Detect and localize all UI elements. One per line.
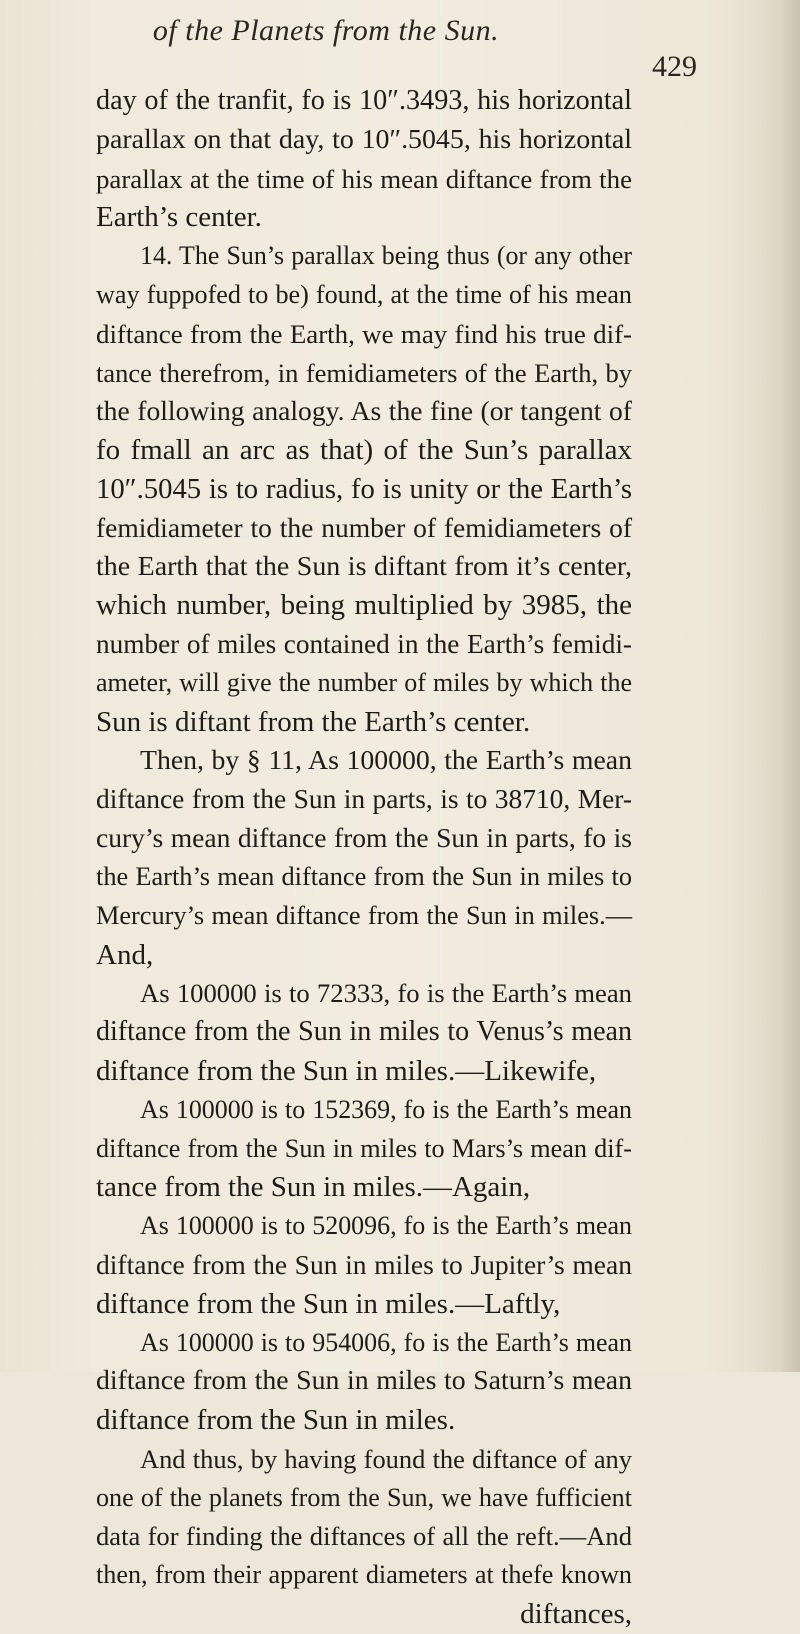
text-line: And thus, by having found the diftance of any <box>140 1443 632 1474</box>
text-line: Earth’s center. <box>96 201 262 234</box>
text-line: number of miles contained in the Earth’s femidi- <box>96 629 632 660</box>
text-line: 14. The Sun’s parallax being thus (or any other <box>140 241 632 271</box>
page-edge-shadow <box>752 0 800 1372</box>
text-line: As 100000 is to 72333, fo is the Earth’s mean <box>140 978 632 1009</box>
text-line: Then, by § 11, As 100000, the Earth’s mean <box>140 744 632 776</box>
text-line: diftance from the Earth, we may find his true dif- <box>96 318 632 349</box>
text-line: then, from their apparent diameters at thefe known <box>96 1560 632 1590</box>
text-line: As 100000 is to 954006, fo is the Earth’s mean <box>140 1327 632 1357</box>
text-line: fo fmall an arc as that) of the Sun’s parallax <box>96 434 632 467</box>
text-line: parallax on that day, to 10″.5045, his horizontal <box>96 123 632 155</box>
text-line: day of the tranfit, fo is 10″.3493, his horizontal <box>96 85 632 116</box>
page-number: 429 <box>652 50 697 83</box>
text-line: As 100000 is to 152369, fo is the Earth’s mean <box>140 1094 632 1124</box>
text-line: diftance from the Sun in miles.—Laftly, <box>96 1287 561 1320</box>
text-line: And, <box>96 938 154 971</box>
text-line: the following analogy. As the fine (or tangent of <box>96 395 632 427</box>
text-line: ameter, will give the number of miles by which the <box>96 667 632 697</box>
catchword: diftances, <box>520 1598 632 1631</box>
text-line: Mercury’s mean diftance from the Sun in miles.— <box>96 900 632 930</box>
text-line: diftance from the Sun in miles to Mars’s mean dif- <box>96 1133 632 1163</box>
text-line: way fuppofed to be) found, at the time of his mean <box>96 279 632 309</box>
text-line: cury’s mean diftance from the Sun in parts, fo is <box>96 822 632 854</box>
running-title: of the Planets from the Sun. <box>152 14 500 47</box>
text-line: Sun is diftant from the Earth’s center. <box>96 705 531 738</box>
text-line: which number, being multiplied by 3985, the <box>96 589 632 622</box>
text-line: the Earth’s mean diftance from the Sun in miles to <box>96 861 632 891</box>
text-line: diftance from the Sun in parts, is to 38710, Mer- <box>96 784 632 815</box>
body-text <box>96 82 632 1634</box>
text-line: one of the planets from the Sun, we have fufficient <box>96 1482 632 1512</box>
text-line: the Earth that the Sun is diftant from it’s center, <box>96 550 632 582</box>
text-line: femidiameter to the number of femidiameters of <box>96 511 632 543</box>
text-line: diftance from the Sun in miles to Jupiter’s mean <box>96 1248 632 1280</box>
text-line: data for finding the diftances of all the reft.—And <box>96 1521 632 1552</box>
text-line: diftance from the Sun in miles to Venus’s mean <box>96 1016 632 1048</box>
text-line: parallax at the time of his mean diftance from the <box>96 163 632 194</box>
text-line: diftance from the Sun in miles.—Likewife, <box>96 1054 597 1087</box>
text-line: diftance from the Sun in miles to Saturn’s mean <box>96 1365 632 1397</box>
text-line: tance therefrom, in femidiameters of the Earth, by <box>96 357 632 388</box>
text-line: diftance from the Sun in miles. <box>96 1404 456 1437</box>
text-line: tance from the Sun in miles.—Again, <box>96 1171 531 1204</box>
text-line: 10″.5045 is to radius, fo is unity or the Earth’s <box>96 472 632 505</box>
text-line: As 100000 is to 520096, fo is the Earth’s mean <box>140 1211 632 1241</box>
running-head <box>0 14 800 83</box>
